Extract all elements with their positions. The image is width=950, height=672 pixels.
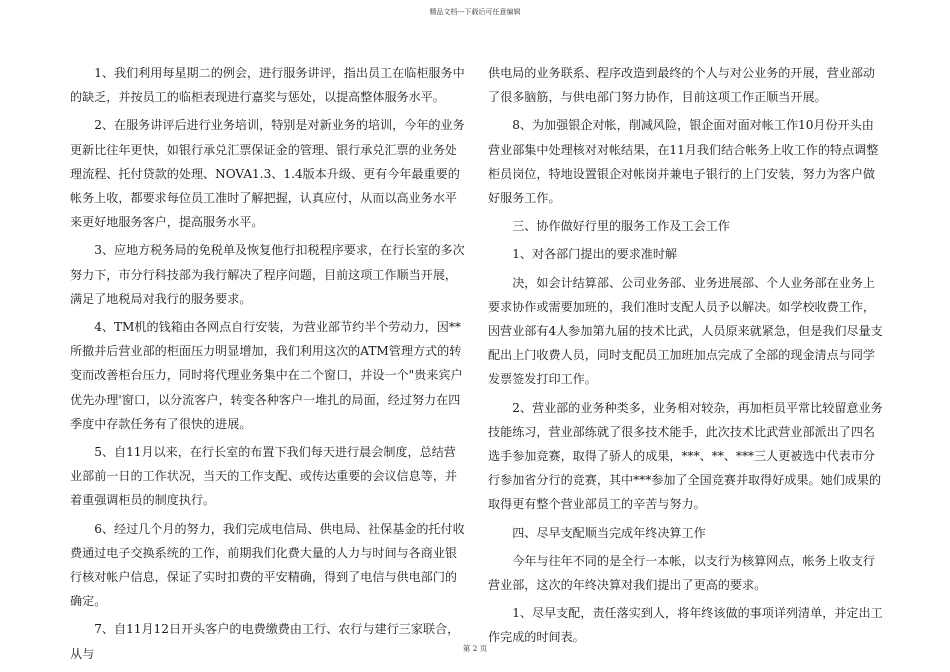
left-column (70, 61, 466, 666)
paragraph: 决，如会计结算部、公司业务部、业务进展部、个人业务部在业务上要求协作或需要加班的，我们准时支配人员予以解决。如学校收费工作，因营业部有4人参加第九届的技术比武，人员原来就紧急，但是我们尽量支配出上门收费人员，同时支配员工加班加点完成了全部的现金清点与同学发票签发打印工作。 (488, 275, 883, 387)
paragraph: 6、经过几个月的努力，我们完成电信局、供电局、社保基金的托付收费通过电子交换系统的工作，前期我们化费大量的人力与时间与各商业银行核对帐户信息，保证了实时扣费的平安精确，得到了电信与供电部门的确定。 (70, 521, 465, 609)
paragraph: 3、应地方税务局的免税单及恢复他行扣税程序要求，在行长室的多次努力下，市分行科技部为我行解决了程序问题，目前这项工作顺当开展，满足了地税局对我行的服务要求。 (70, 243, 465, 306)
paragraph: 7、自11月12日开头客户的电费缴费由工行、农行与建行三家联合，从与 (70, 622, 460, 661)
paragraph: 4、TM机的钱箱由各网点自行安装，为营业部节约半个劳动力，因**所撤并后营业部的柜面压力明显增加，我们利用这次的ATM管理方式的转变而改善柜台压力，同时将代理业务集中在二个窗口，并设一个"贵来宾户优先办理'窗口，以分流客户，转变各种客户一堆扎的局面，经过努力在四季度中存款任务有了很快的进展。 (70, 320, 463, 431)
page-header: 精品文档---下载后可任意编辑 (429, 8, 521, 16)
page-number: 第 2 页 (462, 644, 488, 653)
paragraph: 2、营业部的业务种类多，业务相对较杂，再加柜员平常比较留意业务技能练习，营业部练就了很多技术能手，此次技术比武营业部派出了四名选手参加竞赛，取得了骄人的成果，***、**、***三人更被选中代表市分行参加省分行的竞赛，其中***参加了全国竞赛并取得好成果。她们成果的取得更有整个营业部员工的辛苦与努力。 (488, 400, 883, 512)
paragraph: 5、自11月以来，在行长室的布置下我们每天进行晨会制度，总结营业部前一日的工作状况，当天的工作支配、或传达重要的会议信息等，并着重强调柜员的制度执行。 (70, 445, 458, 508)
right-column (488, 61, 884, 650)
paragraph: 2、在服务讲评后进行业务培训，特别是对新业务的培训，今年的业务更新比往年更快，如银行承兑汇票保证金的管理、银行承兑汇票的业务处理流程、托付贷款的处理、NOVA1.3、1.4版本升级、更有今年最重要的帐务上收，都要求每位员工准时了解把握，认真应付，从而以高业务水平来更好地服务客户，提高服务水平。 (70, 118, 465, 230)
paragraph: 今年与往年不同的是全行一本帐，以支行为核算网点，帐务上收支行营业部，这次的年终决算对我们提出了更高的要求。 (488, 553, 876, 593)
paragraph: 1、尽早支配，责任落实到人，将年终该做的事项详列清单，并定出工作完成的时间表。 (488, 606, 883, 645)
section-heading: 四、尽早支配顺当完成年终决算工作 (512, 525, 706, 540)
section-heading: 三、协作做好行里的服务工作及工会工作 (512, 219, 730, 234)
subheading: 1、对各部门提出的要求准时解 (512, 247, 678, 262)
paragraph: 8、为加强银企对帐，削减风险，银企面对面对帐工作10月份开头由营业部集中处理核对对帐结果，在11月我们结合帐务上收工作的特点调整柜员岗位，特地设置银企对帐岗并兼电子银行的上门安装，努力为客户做好服务工作。 (488, 118, 879, 206)
paragraph: 1、我们利用每星期二的例会，进行服务讲评，指出员工在临柜服务中的缺乏，并按员工的临柜表现进行嘉奖与惩处，以提高整体服务水平。 (70, 66, 465, 105)
paragraph: 供电局的业务联系、程序改造到最终的个人与对公业务的开展，营业部动了很多脑筋，与供电部门努力协作，目前这项工作正顺当开展。 (488, 66, 876, 105)
